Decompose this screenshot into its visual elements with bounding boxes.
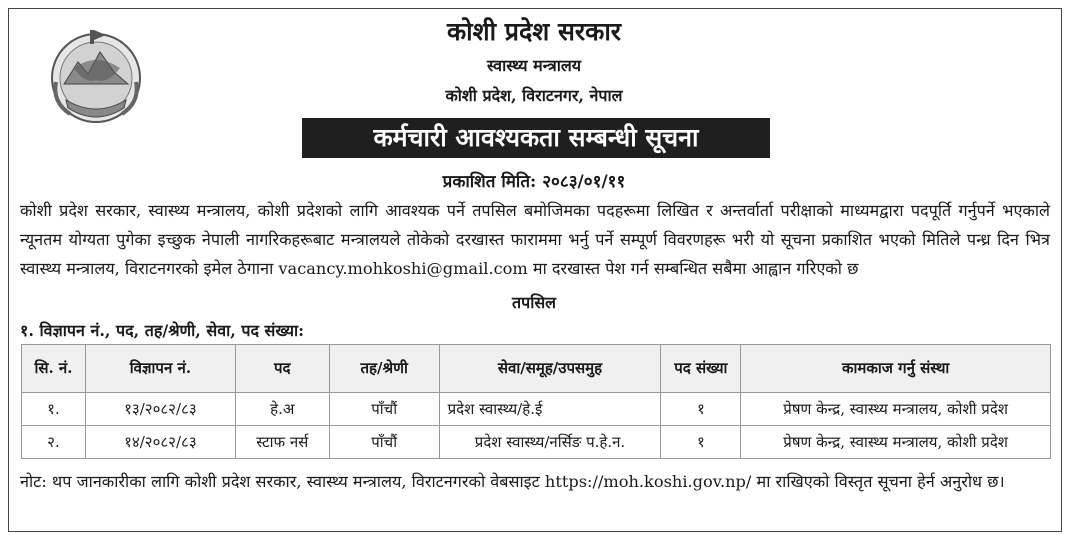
government-title: कोशी प्रदेश सरकार <box>446 17 622 46</box>
header-office: कामकाज गर्नु संस्था <box>741 345 1051 393</box>
table-row <box>22 393 1051 426</box>
cell-advert-no: १३/२०८२/८३ <box>85 393 235 426</box>
header-level: तह/श्रेणी <box>329 345 439 393</box>
header-serial: सि. नं. <box>22 345 86 393</box>
cell-serial: २. <box>22 426 86 459</box>
notice-title-banner: कर्मचारी आवश्यकता सम्बन्धी सूचना <box>302 118 770 158</box>
cell-level: पाँचौं <box>329 393 439 426</box>
cell-level: पाँचौं <box>329 426 439 459</box>
cell-office: प्रेषण केन्द्र, स्वास्थ्य मन्त्रालय, कोशी प्रदेश <box>741 393 1051 426</box>
header-post: पद <box>235 345 329 393</box>
table-row <box>22 426 1051 459</box>
ministry-name: स्वास्थ्य मन्त्रालय <box>486 56 582 75</box>
notice-paragraph: कोशी प्रदेश सरकार, स्वास्थ्य मन्त्रालय, कोशी प्रदेशको लागि आवश्यक पर्ने तपसिल बमोजिमका पदहरूमा लिखित र अन्तर्वार्ता परीक्षाको माध्यमद्वारा पदपूर्ति गर्नुपर्ने भएकाले न्यूनतम योग्यता पुगेका इच्छुक नेपाली नागरिकहरूबाट मन्त्रालयले तोकेको दरखास्त फाराममा भर्नु पर्ने सम्पूर्ण विवरणहरू भरी यो सूचना प्रकाशित भएको मितिले पन्ध्र दिन भित्र स्वास्थ्य मन्त्रालय, विराटनगरको इमेल ठेगाना vacancy.mohkoshi@gmail.com मा दरखास्त पेश गर्न सम्बन्धित सबैमा आह्वान गरिएको छ <box>20 201 1050 278</box>
tapsil-label: तपसिल <box>511 293 557 312</box>
cell-office: प्रेषण केन्द्र, स्वास्थ्य मन्त्रालय, कोशी प्रदेश <box>741 426 1051 459</box>
office-address: कोशी प्रदेश, विराटनगर, नेपाल <box>445 86 623 105</box>
published-date: प्रकाशित मिति: २०८३/०१/११ <box>442 172 626 192</box>
cell-serial: १. <box>22 393 86 426</box>
section-heading: १. विज्ञापन नं., पद, तह/श्रेणी, सेवा, पद संख्या: <box>20 321 305 340</box>
header-advert-no: विज्ञापन नं. <box>85 345 235 393</box>
cell-post-count: १ <box>661 426 741 459</box>
table-header-row <box>22 345 1051 393</box>
cell-service: प्रदेश स्वास्थ्य/नर्सिङ प.हे.न. <box>439 426 661 459</box>
header-service: सेवा/समूह/उपसमुह <box>439 345 661 393</box>
cell-service: प्रदेश स्वास्थ्य/हे.ई <box>439 393 661 426</box>
cell-post: हे.अ <box>235 393 329 426</box>
vacancy-table <box>21 344 1051 459</box>
cell-post: स्टाफ नर्स <box>235 426 329 459</box>
cell-post-count: १ <box>661 393 741 426</box>
footer-note: नोट: थप जानकारीका लागि कोशी प्रदेश सरकार, स्वास्थ्य मन्त्रालय, विराटनगरको वेबसाइट https://moh.koshi.gov.np/ मा राखिएको विस्तृत सूचना हेर्न अनुरोध छ। <box>20 472 1005 491</box>
header-post-count: पद संख्या <box>661 345 741 393</box>
cell-advert-no: १४/२०८२/८३ <box>85 426 235 459</box>
